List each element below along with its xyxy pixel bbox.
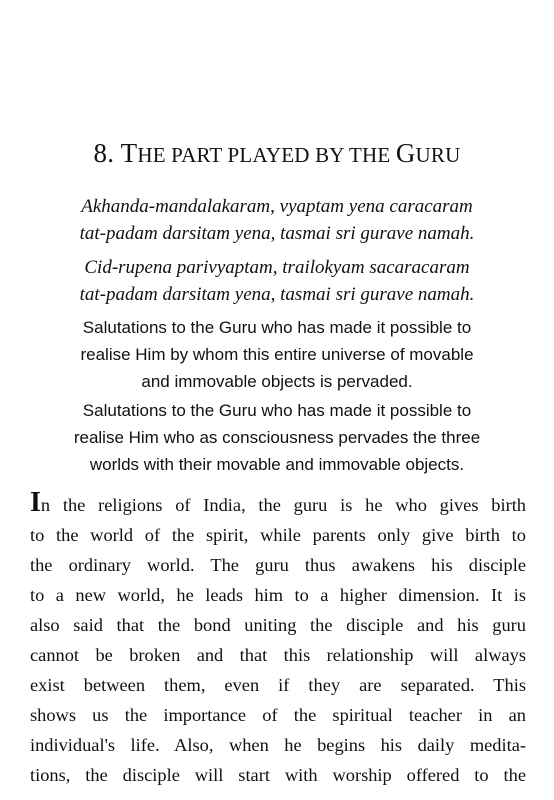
chapter-title-initial-g: G (395, 138, 416, 168)
body-line: to a new world, he leads him to a higher dimension. It is (30, 585, 526, 605)
translation-line: realise Him by whom this entire universe of movable (80, 345, 474, 364)
body-line: the ordinary world. The guru thus awakens his disciple (30, 555, 526, 575)
chapter-title-initial-t: T (120, 138, 138, 168)
body-line: cannot be broken and that this relationship will always (30, 645, 526, 665)
body-line (30, 487, 526, 520)
body-line: individual's life. Also, when he begins his daily medita- (30, 735, 526, 755)
chapter-title-smallcaps-2: URU (415, 143, 461, 167)
translation-line: realise Him who as consciousness pervades the three (73, 428, 481, 447)
verse-translation-1 (0, 314, 554, 395)
verse-line: Akhanda-mandalakaram, vyaptam yena caracaram (81, 196, 473, 217)
body-line: tions, the disciple will start with worship offered to the (30, 765, 526, 785)
verse-line: tat-padam darsitam yena, tasmai sri gurave namah. (79, 223, 475, 244)
verse-line: tat-padam darsitam yena, tasmai sri gurave namah. (79, 284, 475, 305)
verse-translation-2 (0, 397, 554, 478)
body-paragraph (30, 487, 526, 790)
chapter-title-smallcaps-1: HE PART PLAYED BY THE (137, 143, 396, 167)
body-line: to the world of the spirit, while parents only give birth to (30, 525, 526, 545)
sanskrit-verse-2 (0, 254, 554, 308)
body-line: exist between them, even if they are separated. This (30, 675, 526, 695)
verse-line: Cid-rupena parivyaptam, trailokyam sacaracaram (84, 257, 470, 278)
sanskrit-verse-1 (0, 193, 554, 247)
body-line-text: n the religions of India, the guru is he who gives birth (40, 495, 526, 515)
drop-cap: I (30, 487, 41, 518)
translation-line: Salutations to the Guru who has made it possible to (82, 318, 472, 337)
chapter-number: 8. (93, 138, 115, 168)
chapter-title (0, 138, 554, 169)
translation-line: Salutations to the Guru who has made it possible to (82, 401, 472, 420)
body-line: also said that the bond uniting the disciple and his guru (30, 615, 526, 635)
translation-line: worlds with their movable and immovable objects. (89, 455, 465, 474)
translation-line: and immovable objects is pervaded. (141, 372, 413, 391)
body-line: shows us the importance of the spiritual teacher in an (30, 705, 526, 725)
